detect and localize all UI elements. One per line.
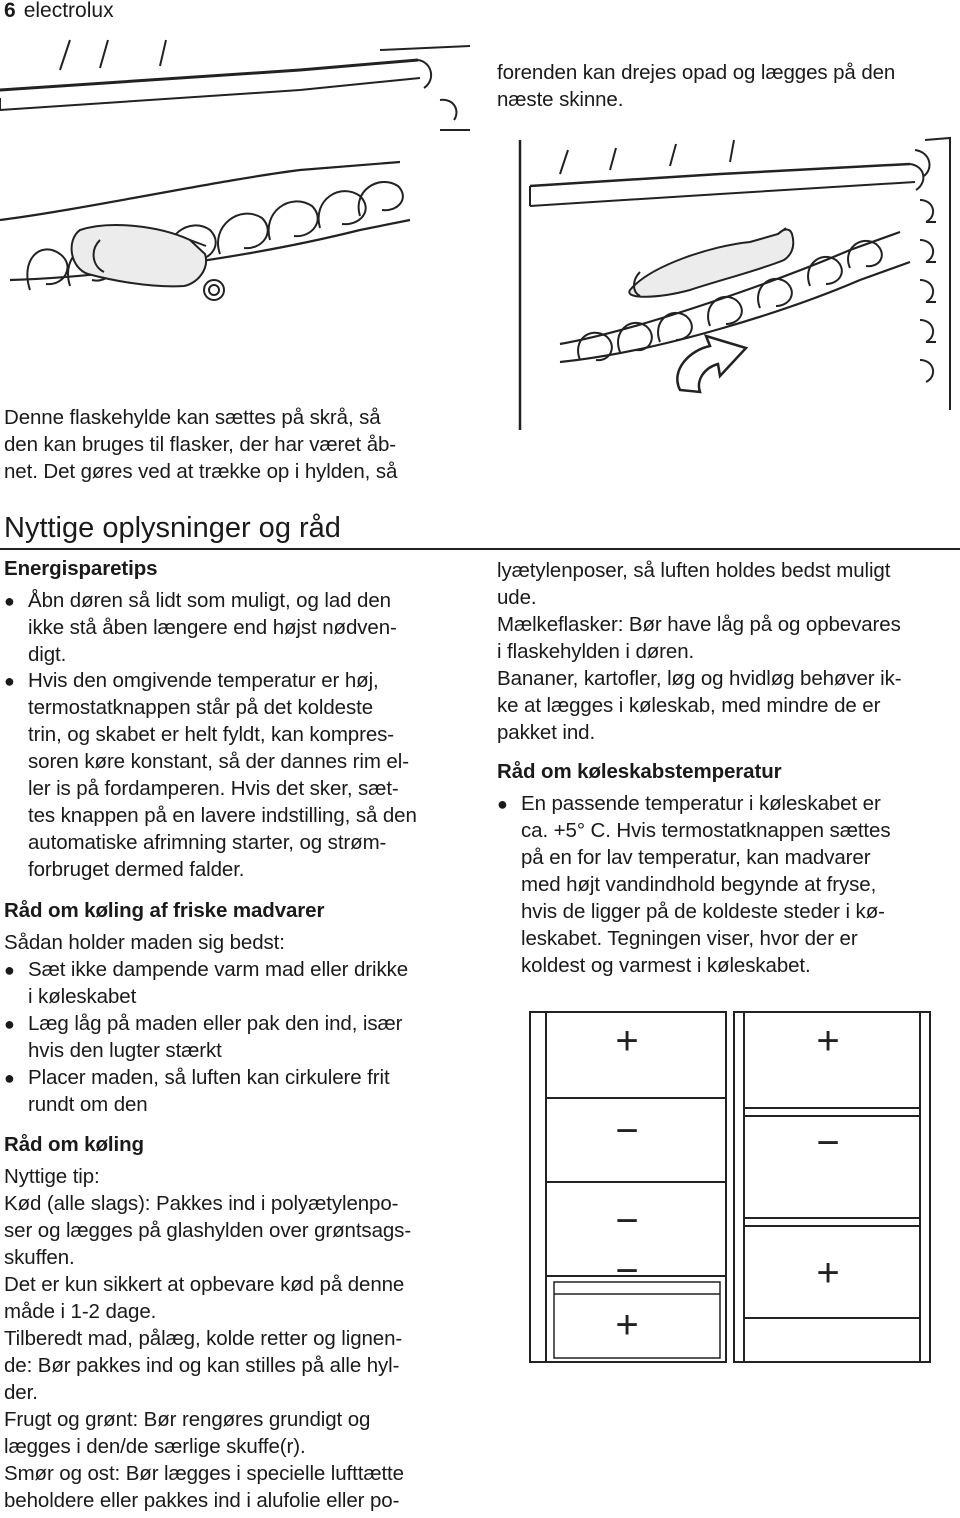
koling-line-9: der. [4,1381,38,1404]
koling-line-1: Nyttige tip: [4,1165,100,1188]
temperatur-bullet-line-2: ca. +5° C. Hvis termostatknappen sættes [521,819,891,842]
energi-bullet-2-line-4: soren køre konstant, så der dannes rim el- [28,750,409,773]
left-zone-1-sign: + [615,1019,639,1063]
temperatur-heading: Råd om køleskabstemperatur [497,760,782,783]
energi-bullet-2-line-5: ler is på fordamperen. Hvis det sker, sæt- [28,777,399,800]
right-fridge-outline [734,1012,930,1362]
brand-name: electrolux [23,0,114,22]
energi-bullet-1-line-1: Åbn døren så lidt som muligt, og lad den [28,589,391,612]
koling-line-5: Det er kun sikkert at opbevare kød på denne [4,1273,405,1296]
bullet-icon: ● [4,591,15,611]
energi-bullet-2-line-3: trin, og skabet er helt fyldt, kan kompres- [28,723,395,746]
fridge-temperature-diagram [530,1008,940,1368]
koling-line-12: Smør og ost: Bør lægges i specielle lufttætte [4,1462,404,1485]
page-number: 6 [4,0,16,22]
friske-intro: Sådan holder maden sig bedst: [4,931,285,954]
friske-bullet-2-line-2: hvis den lugter stærkt [28,1039,222,1062]
bullet-icon: ● [4,960,15,980]
temperatur-bullet-line-1: En passende temperatur i køleskabet er [521,792,881,815]
koling-line-7: Tilberedt mad, pålæg, kolde retter og lignen- [4,1327,403,1350]
right-line-2: ude. [497,586,537,609]
energi-bullet-2-line-1: Hvis den omgivende temperatur er høj, [28,669,379,692]
right-line-7: pakket ind. [497,721,596,744]
left-zone-3-sign: − [615,1199,639,1243]
shelf-text-left-2: den kan bruges til flasker, der har været åb- [4,433,397,456]
bullet-icon: ● [4,671,15,691]
right-line-6: ke at lægges i køleskab, med mindre de er [497,694,881,717]
energi-bullet-1-line-3: digt. [28,643,67,666]
shelf-text-right-1: forenden kan drejes opad og lægges på den [497,61,896,84]
temperatur-bullet-line-5: hvis de ligger på de koldeste steder i kø- [521,900,885,923]
koling-line-6: måde i 1-2 dage. [4,1300,157,1323]
left-zone-5-sign: + [615,1303,639,1347]
energi-bullet-2-line-7: automatiske afrimning starter, og strøm- [28,831,387,854]
friske-bullet-3-line-1: Placer maden, så luften kan cirkulere frit [28,1066,390,1089]
bullet-icon: ● [497,794,508,814]
right-zone-2-sign: − [816,1121,840,1165]
right-zone-1-sign: + [816,1019,840,1063]
right-line-3: Mælkeflasker: Bør have låg på og opbevares [497,613,901,636]
koling-line-10: Frugt og grønt: Bør rengøres grundigt og [4,1408,371,1431]
energi-bullet-1-line-2: ikke stå åben længere end højst nødven- [28,616,397,639]
energi-bullet-2-line-6: tes knappen på en lavere indstilling, så den [28,804,417,827]
bottle-shelf-tilted-illustration [520,130,960,430]
koling-line-3: ser og lægges på glashylden over grøntsags- [4,1219,412,1242]
koling-heading: Råd om køling [4,1133,144,1156]
shelf-text-left-1: Denne flaskehylde kan sættes på skrå, så [4,406,381,429]
left-zone-2-sign: − [615,1109,639,1153]
koling-line-4: skuffen. [4,1246,75,1269]
section-title: Nyttige oplysninger og råd [4,512,341,544]
energi-bullet-2-line-8: forbruget dermed falder. [28,858,245,881]
koling-line-13: beholdere eller pakkes ind i alufolie eller po- [4,1489,400,1512]
temperatur-bullet-line-7: koldest og varmest i køleskabet. [521,954,811,977]
page-header [4,0,114,23]
bullet-icon: ● [4,1014,15,1034]
koling-line-8: de: Bør pakkes ind og kan stilles på alle hyl- [4,1354,400,1377]
friske-bullet-1-line-2: i køleskabet [28,985,137,1008]
energi-bullet-2-line-2: termostatknappen står på det koldeste [28,696,374,719]
koling-line-11: lægges i den/de særlige skuffe(r). [4,1435,306,1458]
right-line-1: lyætylenposer, så luften holdes bedst muligt [497,559,891,582]
right-zone-3-sign: + [816,1251,840,1295]
shelf-text-right-2: næste skinne. [497,88,624,111]
bullet-icon: ● [4,1068,15,1088]
energi-heading: Energisparetips [4,557,158,580]
koling-line-2: Kød (alle slags): Pakkes ind i polyætylenpo- [4,1192,399,1215]
bottle-shelf-flat-illustration [0,40,470,370]
temperatur-bullet-line-6: leskabet. Tegningen viser, hvor der er [521,927,858,950]
friske-bullet-1-line-1: Sæt ikke dampende varm mad eller drikke [28,958,409,981]
friske-heading: Råd om køling af friske madvarer [4,899,325,922]
right-line-5: Bananer, kartofler, løg og hvidløg behøver ik- [497,667,902,690]
friske-bullet-2-line-1: Læg låg på maden eller pak den ind, især [28,1012,403,1035]
temperatur-bullet-line-4: med højt vandindhold begynde at fryse, [521,873,877,896]
left-zone-4-sign: − [615,1249,639,1293]
friske-bullet-3-line-2: rundt om den [28,1093,148,1116]
shelf-text-left-3: net. Det gøres ved at trække op i hylden, så [4,460,398,483]
right-line-4: i flaskehylden i døren. [497,640,695,663]
section-divider [0,548,960,550]
temperatur-bullet-line-3: på en for lav temperatur, kan madvarer [521,846,871,869]
